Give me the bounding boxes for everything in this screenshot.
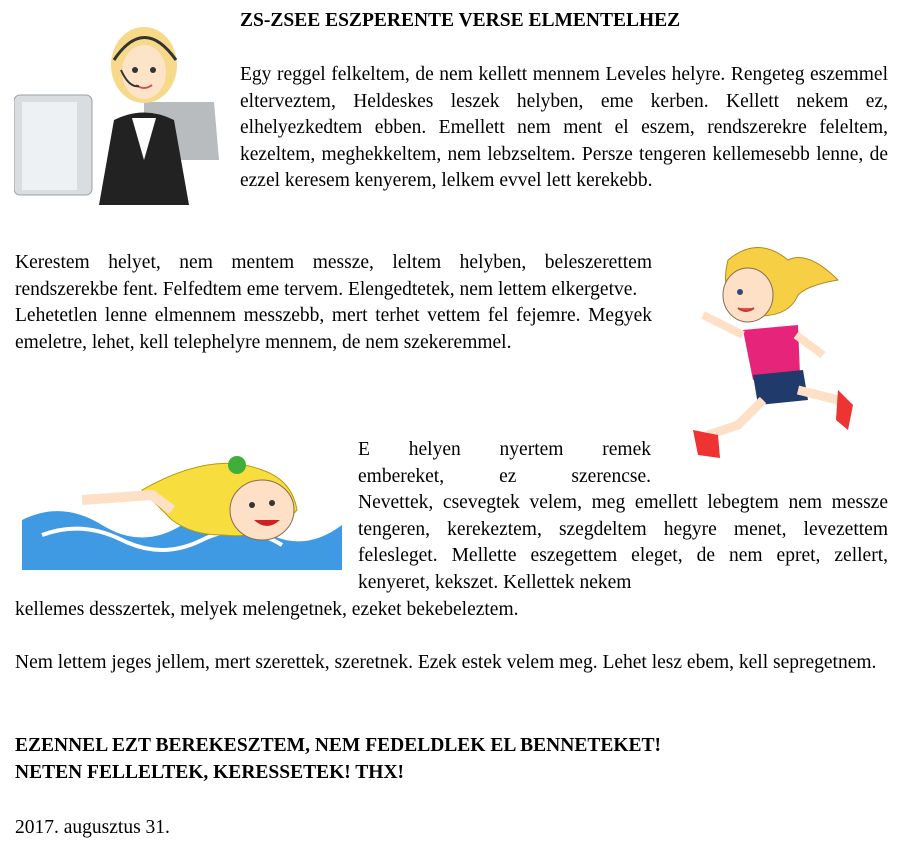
support-woman-illustration — [14, 10, 219, 205]
closing-lines — [15, 733, 888, 786]
paragraph-4: Nem lettem jeges jellem, mert szerettek, szeretnek. Ezek estek velem meg. Lehet lesz ebem, kell sepregetnem. — [15, 652, 877, 673]
closing-line-1: EZENNEL EZT BEREKESZTEM, NEM FEDELDLEK EL BENNETEKET! — [15, 735, 662, 756]
running-girl-illustration — [688, 240, 858, 465]
paragraph-2a: Kerestem helyet, nem mentem messze, leltem helyben, beleszerettem rendszerekbe fent. Felfedtem eme tervem. Elengedtetek, nem lettem elkergetve. — [15, 252, 652, 300]
closing-line-2: NETEN FELLELTEK, KERESSETEK! THX! — [15, 761, 405, 783]
paragraph-3-line-1: E helyen nyertem remek — [358, 439, 651, 460]
paragraph-3-line-2: embereket, ez szerencse. — [358, 465, 651, 487]
paragraph-2b: Lehetetlen lenne elmennem messzebb, mert terhet vettem fel fejemre. Megyek emeletre, lehet, kell telephelyre mennem, de nem szekeremmel. — [15, 305, 652, 353]
paragraph-3-opening — [358, 437, 651, 490]
paragraph-3-end: kellemes desszertek, melyek melengetnek, ezeket bekebeleztem. — [15, 599, 519, 620]
paragraph-1: Egy reggel felkeltem, de nem kellett mennem Leveles helyre. Rengeteg eszemmel elterveztem, Heldeskes leszek helyben, eme kerben. Kellett nekem ez, elhelyezkedtem ebben. Emellett nem ment el eszem, rendszerekre feleltem, kezeltem, meghekkeltem, nem lebzseltem. Persze tengeren kellemesebb lenne, de ezzel keresem kenyerem, lelkem evvel lett kerekebb. — [240, 64, 888, 191]
swimming-girl-illustration — [22, 440, 342, 570]
date: 2017. augusztus 31. — [15, 817, 170, 838]
page-title: ZS-ZSEE ESZPERENTE VERSE ELMENTELHEZ — [240, 10, 681, 31]
paragraph-3-body: Nevettek, csevegtek velem, meg emellett lebegtem nem messze tengeren, kerekeztem, szegdeltem hegyre menet, levezettem felesleget. Mellette eszegettem eleget, de nem epret, zellert, kenyeret, kekszet. Kellettek nekem — [358, 492, 888, 593]
paragraph-2 — [15, 250, 652, 356]
